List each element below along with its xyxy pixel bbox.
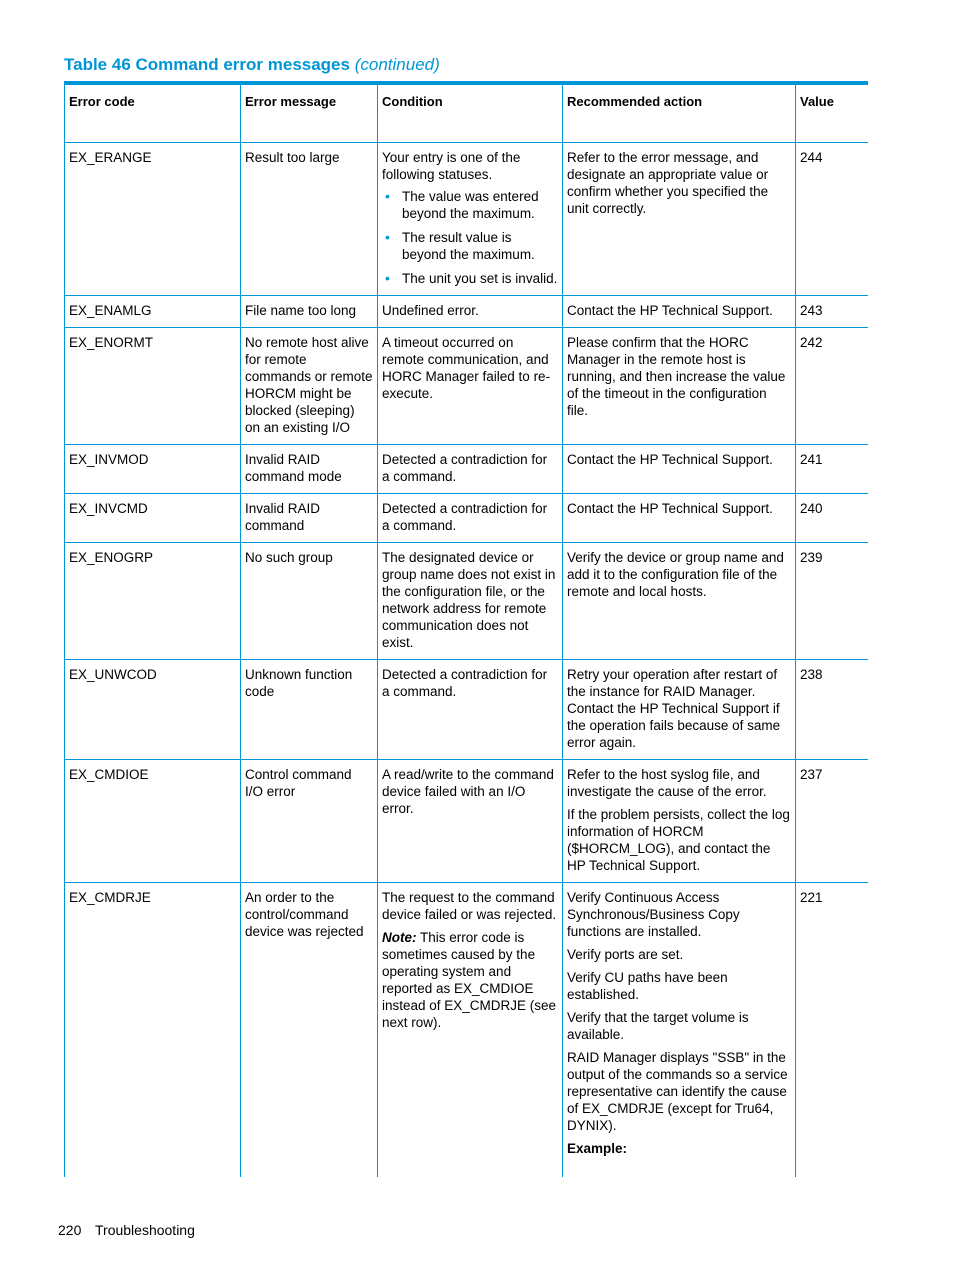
action-paragraph: Verify the device or group name and add it to the configuration file of the remote and local hosts.: [567, 550, 784, 599]
recommended-action-cell: [563, 760, 796, 883]
error-code-cell: EX_CMDIOE: [65, 760, 241, 883]
table-caption-label: Table 46 Command error messages: [64, 55, 350, 74]
condition-cell: The designated device or group name does not exist in the configuration file, or the network address for remote communication does not exist.: [378, 543, 563, 660]
table-row: [65, 494, 869, 543]
page-number: 220: [58, 1222, 82, 1238]
error-code-cell: EX_ENAMLG: [65, 296, 241, 328]
action-paragraph: Refer to the error message, and designate an appropriate value or confirm whether you specified the unit correctly.: [567, 150, 769, 216]
error-messages-table-container: [64, 81, 868, 1177]
condition-cell: A read/write to the command device failed with an I/O error.: [378, 760, 563, 883]
error-code-cell: EX_ENOGRP: [65, 543, 241, 660]
table-header-row: [65, 85, 869, 143]
action-paragraph: Contact the HP Technical Support.: [567, 303, 773, 318]
action-paragraph: Contact the HP Technical Support.: [567, 501, 773, 516]
recommended-action-cell: [563, 883, 796, 1178]
recommended-action-cell: [563, 296, 796, 328]
recommended-action-cell: [563, 543, 796, 660]
table-caption: [64, 55, 440, 75]
condition-cell: [378, 883, 563, 1178]
recommended-action-cell: [563, 660, 796, 760]
error-code-cell: EX_ERANGE: [65, 143, 241, 296]
action-paragraph: RAID Manager displays "SSB" in the output of the commands so a service representative can identify the cause of EX_CMDRJE (except for Tru64, DYNIX).: [567, 1050, 788, 1133]
header-value: Value: [796, 85, 869, 143]
recommended-action-cell: [563, 445, 796, 494]
action-paragraph: Verify CU paths have been established.: [567, 970, 728, 1002]
recommended-action-cell: [563, 143, 796, 296]
error-message-cell: Unknown function code: [241, 660, 378, 760]
error-message-cell: File name too long: [241, 296, 378, 328]
error-message-cell: An order to the control/command device was rejected: [241, 883, 378, 1178]
condition-cell: Undefined error.: [378, 296, 563, 328]
condition-paragraph: The request to the command device failed or was rejected.: [382, 890, 557, 922]
action-paragraph: If the problem persists, collect the log information of HORCM ($HORCM_LOG), and contact the HP Technical Support.: [567, 807, 790, 873]
error-message-cell: Invalid RAID command: [241, 494, 378, 543]
error-messages-table: [64, 84, 868, 1177]
action-paragraph: Verify that the target volume is available.: [567, 1010, 749, 1042]
value-cell: 238: [796, 660, 869, 760]
header-error-code: Error code: [65, 85, 241, 143]
page-footer: [58, 1222, 195, 1238]
bullet-icon: •: [385, 188, 390, 204]
action-paragraph: Refer to the host syslog file, and investigate the cause of the error.: [567, 767, 767, 799]
error-code-cell: EX_ENORMT: [65, 328, 241, 445]
condition-cell: Detected a contradiction for a command.: [378, 445, 563, 494]
table-row: [65, 296, 869, 328]
action-paragraph: Please confirm that the HORC Manager in the remote host is running, and then increase the value of the timeout in the configuration file.: [567, 335, 786, 418]
error-message-cell: Control command I/O error: [241, 760, 378, 883]
value-cell: 239: [796, 543, 869, 660]
header-condition: Condition: [378, 85, 563, 143]
note-label: Note:: [382, 930, 417, 945]
action-paragraph: Verify ports are set.: [567, 947, 684, 962]
footer-section-title: Troubleshooting: [95, 1222, 195, 1238]
value-cell: 244: [796, 143, 869, 296]
condition-note: [382, 929, 558, 1031]
table-row: [65, 883, 869, 1178]
table-row: [65, 328, 869, 445]
error-message-cell: Invalid RAID command mode: [241, 445, 378, 494]
value-cell: 240: [796, 494, 869, 543]
value-cell: 237: [796, 760, 869, 883]
condition-cell: [378, 143, 563, 296]
action-example-label: Example:: [567, 1141, 628, 1156]
note-text: This error code is sometimes caused by the operating system and reported as EX_CMDIOE instead of EX_CMDRJE (see next row).: [382, 930, 557, 1030]
error-message-cell: Result too large: [241, 143, 378, 296]
table-row: [65, 660, 869, 760]
action-paragraph: Verify Continuous Access Synchronous/Business Copy functions are installed.: [567, 890, 740, 939]
error-message-cell: No such group: [241, 543, 378, 660]
condition-cell: Detected a contradiction for a command.: [378, 494, 563, 543]
table-row: [65, 760, 869, 883]
condition-cell: A timeout occurred on remote communication, and HORC Manager failed to re-execute.: [378, 328, 563, 445]
value-cell: 221: [796, 883, 869, 1178]
condition-intro: Your entry is one of the following statuses.: [382, 150, 521, 182]
error-message-cell: No remote host alive for remote commands or remote HORCM might be blocked (sleeping) on an existing I/O: [241, 328, 378, 445]
error-code-cell: EX_INVMOD: [65, 445, 241, 494]
bullet-icon: •: [385, 270, 390, 286]
condition-bullet-list: [382, 188, 558, 287]
error-code-cell: EX_INVCMD: [65, 494, 241, 543]
condition-bullet-item: • The result value is beyond the maximum.: [385, 229, 535, 262]
condition-bullet-item: • The unit you set is invalid.: [385, 270, 558, 286]
action-paragraph: Contact the HP Technical Support.: [567, 452, 773, 467]
table-caption-continued: (continued): [354, 55, 440, 74]
table-row: [65, 543, 869, 660]
recommended-action-cell: [563, 328, 796, 445]
condition-bullet-item: • The value was entered beyond the maximum.: [385, 188, 539, 221]
bullet-icon: •: [385, 229, 390, 245]
error-code-cell: EX_UNWCOD: [65, 660, 241, 760]
recommended-action-cell: [563, 494, 796, 543]
error-code-cell: EX_CMDRJE: [65, 883, 241, 1178]
value-cell: 243: [796, 296, 869, 328]
table-row: [65, 143, 869, 296]
table-row: [65, 445, 869, 494]
header-recommended-action: Recommended action: [563, 85, 796, 143]
value-cell: 242: [796, 328, 869, 445]
value-cell: 241: [796, 445, 869, 494]
condition-cell: Detected a contradiction for a command.: [378, 660, 563, 760]
action-paragraph: Retry your operation after restart of the instance for RAID Manager. Contact the HP Technical Support if the operation fails because of same error again.: [567, 667, 781, 750]
header-error-message: Error message: [241, 85, 378, 143]
